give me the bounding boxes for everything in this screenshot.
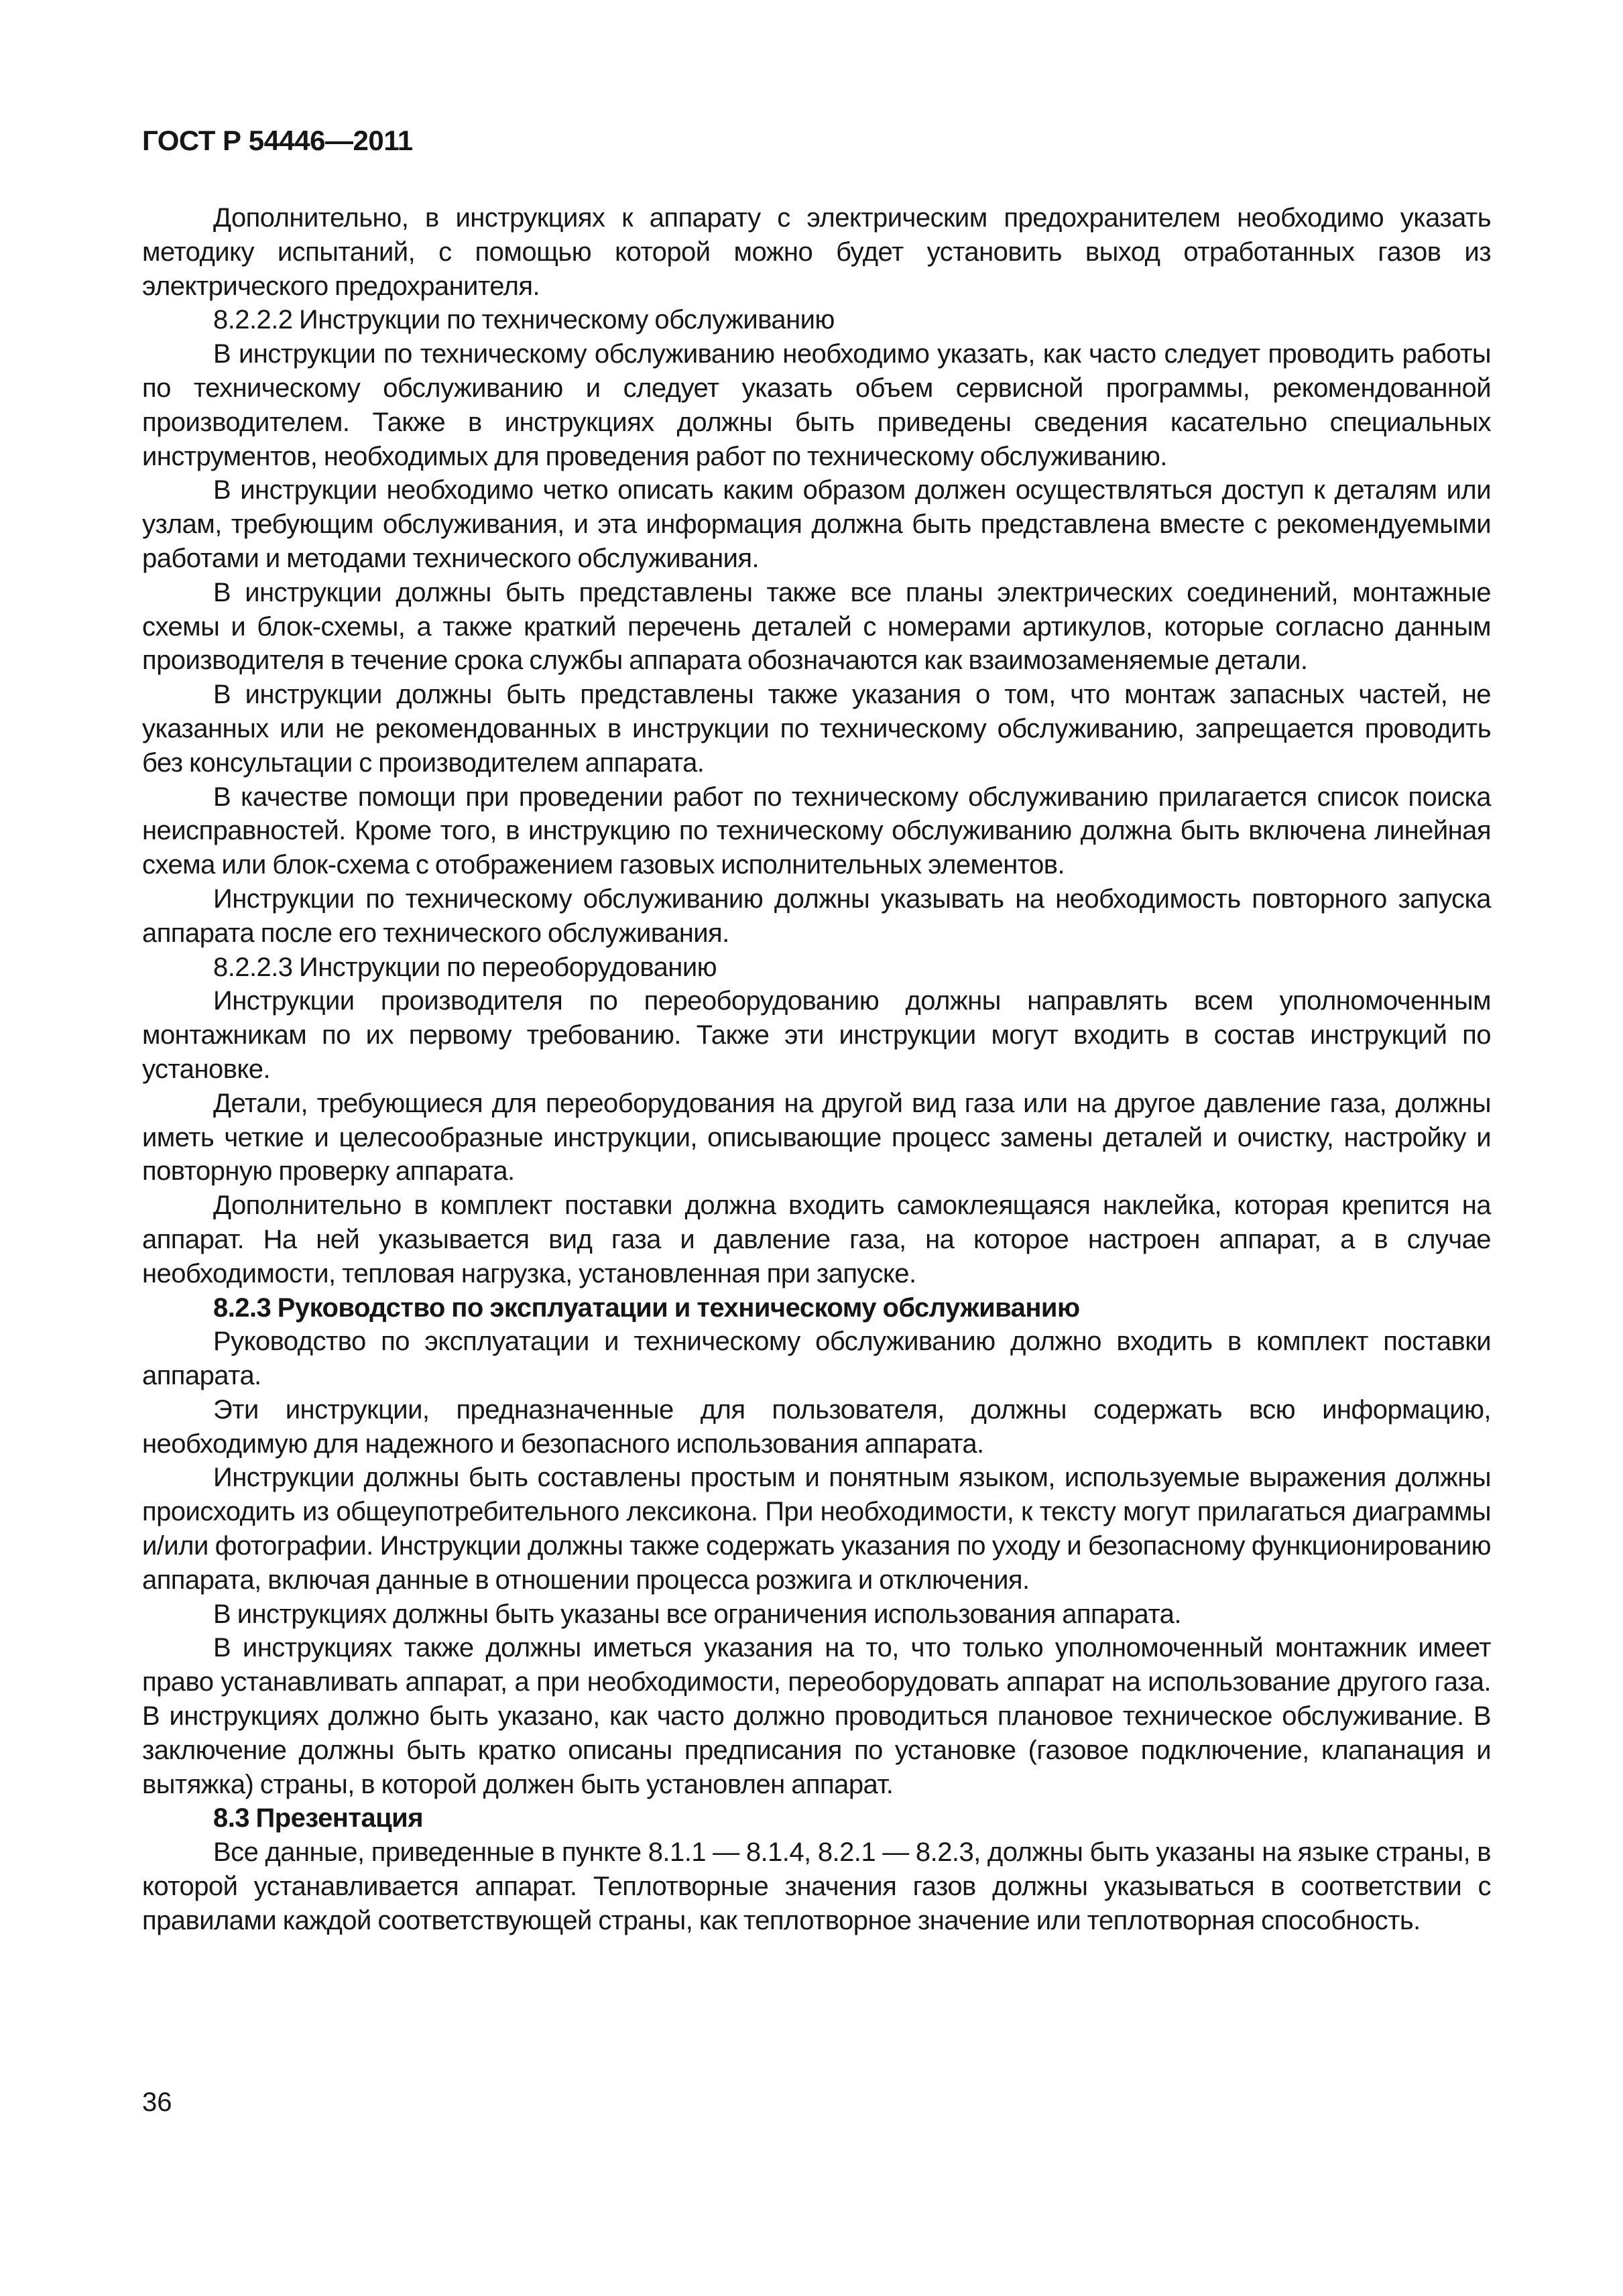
- paragraph: Эти инструкции, предназначенные для пользователя, должны содержать всю информацию, необходимую для надежного и безопасного использования аппарата.: [142, 1394, 1491, 1459]
- paragraph: Дополнительно в комплект поставки должна входить самоклеящаяся наклейка, которая крепится на аппарат. На ней указывается вид газа и давление газа, на которое настроен аппарат, а в случае необходимости, тепловая нагрузка, установленная при запуске.: [142, 1191, 1491, 1288]
- paragraph: Все данные, приведенные в пункте 8.1.1 — 8.1.4, 8.2.1 — 8.2.3, должны быть указаны на языке страны, в которой устанавливается аппарат. Теплотворные значения газов должны указываться в соответствии с правилами каждой соответствующей страны, как теплотворное значение или теплотворная способность.: [142, 1837, 1491, 1935]
- document-header-code: ГОСТ Р 54446—2011: [142, 125, 413, 156]
- subsection-title: 8.2.2.3 Инструкции по переоборудованию: [213, 952, 717, 982]
- paragraph: Детали, требующиеся для переоборудования на другой вид газа или на другое давление газа, должны иметь четкие и целесообразные инструкции, описывающие процесс замены деталей и очистку, настройку и повторную проверку аппарата.: [142, 1088, 1491, 1187]
- paragraph: В инструкции должны быть представлены также указания о том, что монтаж запасных частей, не указанных или не рекомендованных в инструкции по техническому обслуживанию, запрещается проводить без консультации с производителем аппарата.: [142, 680, 1491, 778]
- section-heading: 8.2.3 Руководство по эксплуатации и техническому обслуживанию: [213, 1292, 1080, 1323]
- paragraph: Инструкции должны быть составлены простым и понятным языком, используемые выражения должны происходить из общеупотребительного лексикона. При необходимости, к тексту могут прилагаться диаграммы и/или фотографии. Инструкции должны также содержать указания по уходу и безопасному функционированию аппарата, включая данные в отношении процесса розжига и отключения.: [142, 1463, 1491, 1595]
- subsection-title: 8.2.2.2 Инструкции по техническому обслуживанию: [213, 305, 835, 335]
- paragraph: В инструкции необходимо четко описать каким образом должен осуществляться доступ к деталям или узлам, требующим обслуживания, и эта информация должна быть представлена вместе с рекомендуемыми работами и методами технического обслуживания.: [142, 475, 1491, 573]
- document-body: [142, 201, 1491, 1938]
- paragraph: Инструкции производителя по переоборудованию должны направлять всем уполномоченным монтажникам по их первому требованию. Также эти инструкции могут входить в состав инструкций по установке.: [142, 986, 1491, 1084]
- paragraph: В качестве помощи при проведении работ по техническому обслуживанию прилагается список поиска неисправностей. Кроме того, в инструкцию по техническому обслуживанию должна быть включена линейная схема или блок-схема с отображением газовых исполнительных элементов.: [142, 782, 1491, 880]
- paragraph: Дополнительно, в инструкциях к аппарату с электрическим предохранителем необходимо указать методику испытаний, с помощью которой можно будет установить выход отработанных газов из электрического предохранителя.: [142, 203, 1491, 301]
- paragraph: Инструкции по техническому обслуживанию должны указывать на необходимость повторного запуска аппарата после его технического обслуживания.: [142, 884, 1491, 948]
- paragraph: В инструкциях также должны иметься указания на то, что только уполномоченный монтажник имеет право устанавливать аппарат, а при необходимости, переоборудовать аппарат на использование другого газа. В инструкциях должно быть указано, как часто должно проводиться плановое техническое обслуживание. В заключение должны быть кратко описаны предписания по установке (газовое подключение, клапанация и вытяжка) страны, в которой должен быть установлен аппарат.: [142, 1633, 1491, 1799]
- section-heading: 8.3 Презентация: [213, 1803, 424, 1833]
- page-number: 36: [142, 2088, 172, 2117]
- paragraph: Руководство по эксплуатации и техническому обслуживанию должно входить в комплект поставки аппарата.: [142, 1327, 1491, 1391]
- paragraph: В инструкции по техническому обслуживанию необходимо указать, как часто следует проводить работы по техническому обслуживанию и следует указать объем сервисной программы, рекомендованной производителем. Также в инструкциях должны быть приведены сведения касательно специальных инструментов, необходимых для проведения работ по техническому обслуживанию.: [142, 339, 1491, 471]
- paragraph: В инструкции должны быть представлены также все планы электрических соединений, монтажные схемы и блок-схемы, а также краткий перечень деталей с номерами артикулов, которые согласно данным производителя в течение срока службы аппарата обозначаются как взаимозаменяемые детали.: [142, 577, 1491, 676]
- paragraph: В инструкциях должны быть указаны все ограничения использования аппарата.: [213, 1599, 1181, 1629]
